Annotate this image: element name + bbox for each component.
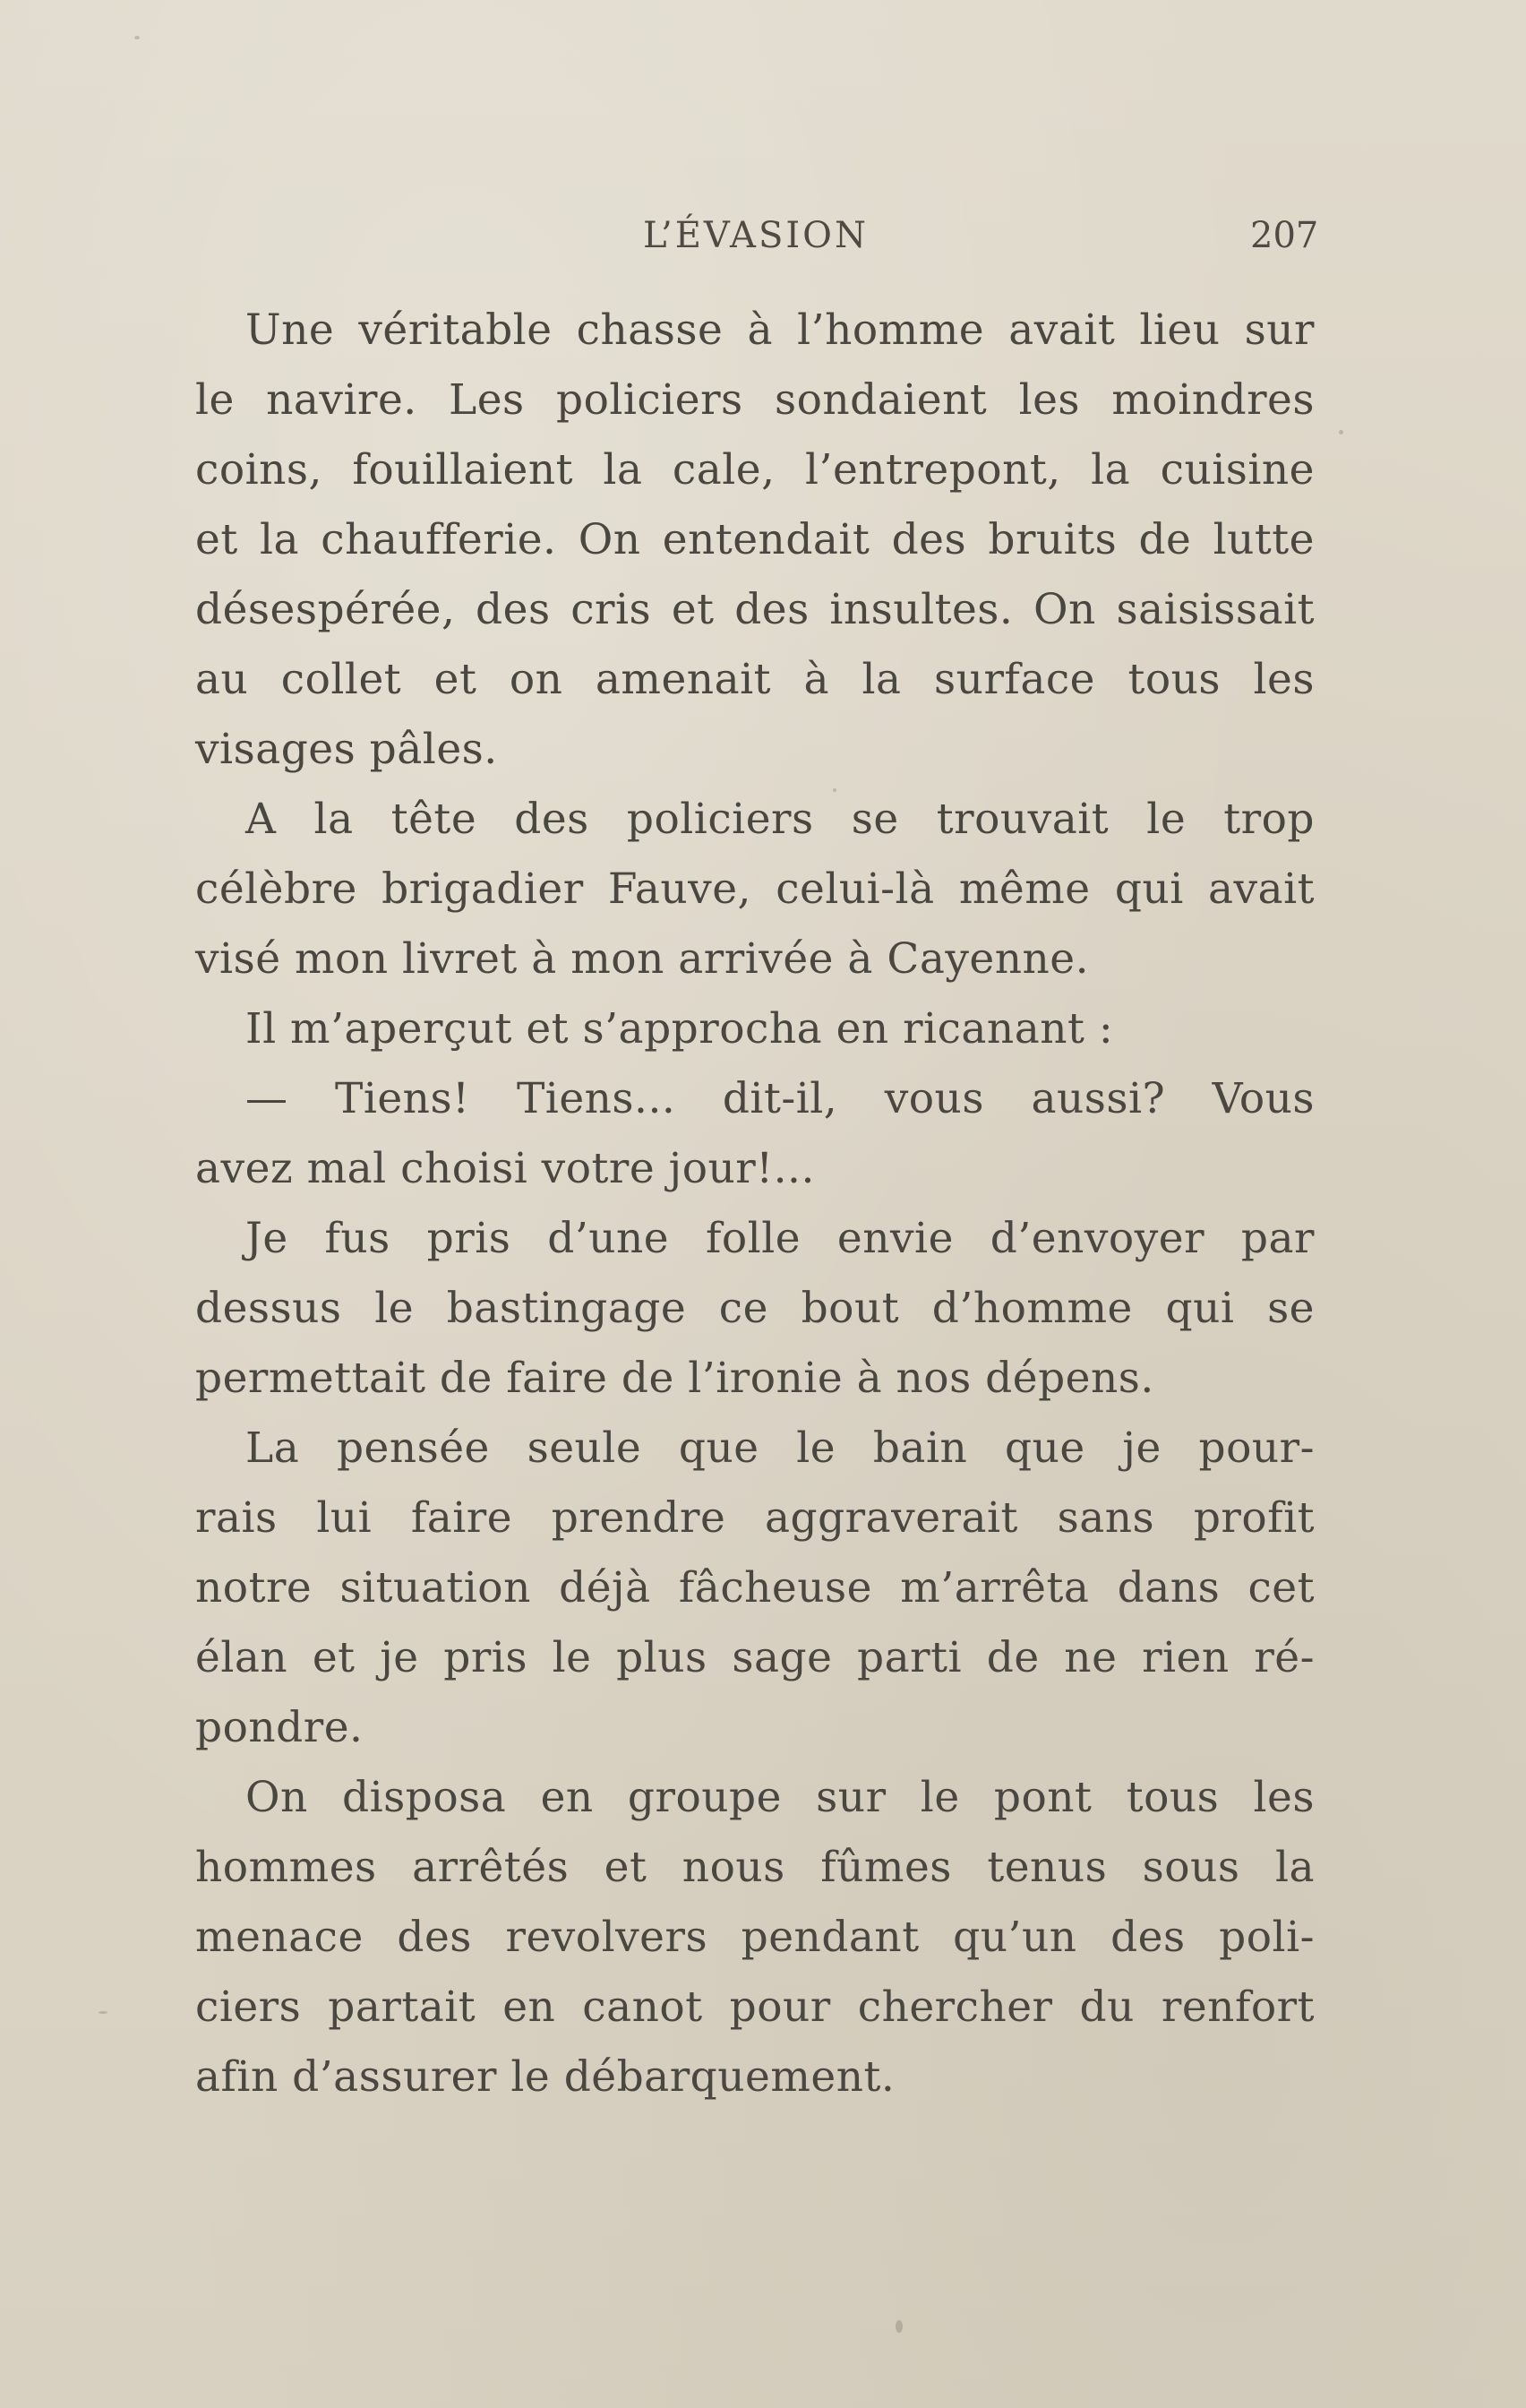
- text-line: menace des revolvers pendant qu’un des poli-: [195, 1913, 1315, 1962]
- text-line: célèbre brigadier Fauve, celui-là même qui avait: [195, 864, 1315, 914]
- text-line: On disposa en groupe sur le pont tous les: [245, 1773, 1315, 1822]
- text-line: notre situation déjà fâcheuse m’arrêta dans cet: [195, 1563, 1315, 1612]
- text-line: Une véritable chasse à l’homme avait lieu sur: [245, 305, 1315, 355]
- running-head: [0, 215, 1526, 260]
- text-line: A la tête des policiers se trouvait le trop: [245, 795, 1315, 844]
- text-line: afin d’assurer le débarquement.: [195, 2052, 896, 2102]
- text-line: Je fus pris d’une folle envie d’envoyer par: [245, 1214, 1315, 1263]
- text-line: Il m’aperçut et s’approcha en ricanant :: [245, 1004, 1114, 1054]
- text-line: hommes arrêtés et nous fûmes tenus sous la: [195, 1843, 1315, 1892]
- text-line: et la chaufferie. On entendait des bruits de lutte: [195, 515, 1315, 564]
- text-line: — Tiens! Tiens... dit-il, vous aussi? Vous: [245, 1074, 1315, 1123]
- text-line: permettait de faire de l’ironie à nos dépens.: [195, 1354, 1154, 1403]
- text-line: dessus le bastingage ce bout d’homme qui se: [195, 1284, 1315, 1333]
- text-line: au collet et on amenait à la surface tous les: [195, 655, 1315, 704]
- text-line: le navire. Les policiers sondaient les moindres: [195, 375, 1315, 425]
- text-line: désespérée, des cris et des insultes. On saisissait: [195, 585, 1315, 634]
- text-line: avez mal choisi votre jour!...: [195, 1144, 815, 1193]
- page-number: 207: [1250, 215, 1319, 256]
- running-title: L’ÉVASION: [643, 215, 869, 256]
- text-line: visé mon livret à mon arrivée à Cayenne.: [195, 934, 1090, 984]
- text-line: coins, fouillaient la cale, l’entrepont, la cuisine: [195, 445, 1315, 494]
- text-line: La pensée seule que le bain que je pour-: [245, 1423, 1315, 1473]
- text-line: élan et je pris le plus sage parti de ne rien ré-: [195, 1633, 1315, 1682]
- text-line: rais lui faire prendre aggraverait sans profit: [195, 1493, 1315, 1543]
- text-line: visages pâles.: [195, 725, 498, 774]
- text-line: ciers partait en canot pour chercher du renfort: [195, 1982, 1315, 2032]
- text-line: pondre.: [195, 1703, 364, 1752]
- body-text: [195, 296, 1315, 2112]
